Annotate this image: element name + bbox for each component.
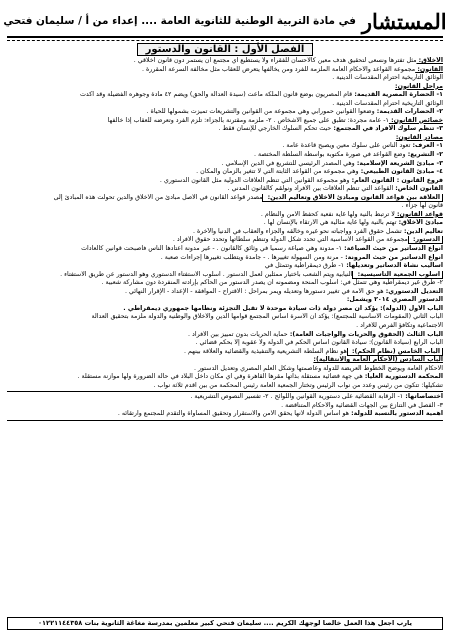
line-19: قواعد القانون: لا ترتبط بالنية ولها غاية نفعية كحفظ الأمن والنظام . [260, 210, 443, 218]
line-30: الباب الأول (الدولة): يؤكد أن مصر دولة ذات سيادة موحدة لا تقبل التجزئة ونظامها جمهوري ديمقراطي . [123, 304, 443, 312]
line-17: العلاقة بين قواعد القانون ومبادئ الأخلاق وتعاليم الدين: مصدر قواعد القانون في الأصل مبادئ من الأخلاق والدين تحولت هذه المبادئ إلى [7, 194, 443, 203]
line-31: الباب الثاني (المقومات الأساسية للمجتمع): يؤكد أن الأسرة أساس المجتمع قوامها الدين والأخلاق والوطنية والدولة ملزمة بتحقيق العدالة [91, 313, 443, 321]
document-header [3, 6, 447, 38]
header-subtitle: في مادة التربية الوطنية للثانوية العامة .... إعداء من أ / سليمان فتحي [3, 15, 356, 27]
line-39: تشكيلها: تتكون من رئيس وعدد من نواب الرئيس وتختار الجمعية العامة رئيس المحكمة من بين أقدم ثلاثة نواب . [153, 381, 443, 389]
line-36: الباب السادس (الأحكام العامة والانتقالية): [313, 356, 443, 364]
line-13: ٣- مبادئ الشريعة الإسلامية: وهي المصدر الرئيسي للتشريع في الدين الإسلامي . [221, 159, 443, 167]
line-38: المحكمة الدستورية العليا: هي جهة قضائية مستقلة بذاتها مقرها القاهرة وفي أي مكان داخل البلاد في حالة الضرورة ولها موازنة مستقلة . [77, 373, 443, 381]
line-1: الأخلاق: مثل تفترها ونسعى لتحقيق هدف معين كالاحسان للفقراء ولا يستطيع أي مجتمع ان يستمر دون قانون أخلاقي . [133, 57, 443, 64]
line-21: تعاليم الدين: تشمل حقوق الفرد وواجباته نحو غيره وخالقه والجزاء والعقاب في الدنيا والآخرة . [192, 227, 443, 235]
line-35: الباب الخامس (نظام الحكم): هو نظام السلطة التشريعية والتنفيذية والقضائية والعلاقة بينهم . [7, 348, 443, 357]
line-26: أسلوب الجمعية التأسيسية: النيابية ويتم الشعب باختيار ممثلين لعمل الدستور . أسلوب الاستفتاء الدستوري وهو الدستور عن طريق الاستفتاء . [7, 271, 443, 280]
line-6: الوثائق التاريخية احترام المقدسات الدينية . [332, 99, 443, 107]
section-divider-2 [7, 420, 443, 421]
line-34: الباب الرابع (سيادة القانون): سيادة القانون أساس الحكم في الدولة ولا عقوبة إلا بحكم قضائي . [195, 339, 443, 347]
line-3: الوثائق التاريخية احترام المقدسات الدينية . [332, 74, 443, 82]
header-title: المستشار [361, 8, 447, 34]
line-11: ١- العرف: تعود الناس على سلوك معين ويصبح قاعدة عامة . [282, 142, 443, 150]
line-4: مراحل القانون: [395, 82, 443, 90]
document-body [7, 57, 443, 422]
line-41: ٣- الفصل في التنازع بين الجهات القضائية والأحكام المتناقضة . [281, 401, 443, 409]
line-24: أنواع الدساتير من حيث المرونة: - مرنة ومن السهولة تغييرها . - جامدة ويتطلب تغييرها إجراءات صعبة . [160, 253, 443, 261]
line-29: الدستور المصري ٢٠١٤ ويشمل: [346, 296, 443, 304]
line-7: ٢- الحضارات القديمة: وضعوا القوانين حمورابي وهي مجموعة من القوانين والتشريعات تميزت بشمولها للحياة . [146, 108, 443, 116]
section-divider [7, 391, 443, 392]
line-32: الاجتماعية وتكافؤ الفرص للأفراد . [356, 321, 443, 329]
line-2: القانون: مجموعة القواعد والأحكام العامة الملزمة للفرد ومن يخالفها يتعرض للعقاب مثل مخالفة السرعة المقررة . [141, 65, 443, 73]
unit-title: الفصل الأول : القانون والدستور [7, 44, 443, 55]
line-8: خصائص القانون: ١- عامة مجردة: تطبق على جميع الأشخاص . ٢- ملزمة ومقترنة بالجزاء: تلزم الفرد وتعرضه للعقاب إذا خالفها [107, 116, 443, 124]
line-10: مصادر القانون: [395, 133, 443, 141]
line-20: مبادئ الأخلاق: تهتم بالنية ولها غاية مثالية هي الارتقاء بالإنسان لها . [263, 219, 443, 227]
line-16: القانون الخاص: القواعد التي تنظم العلاقات بين الأفراد ونولقم كالقانون المدني . [227, 185, 443, 193]
line-33: الباب الثالث (الحقوق والحريات والواجبات العامة): حماية الحريات بدون تمييز بين الأفراد . [188, 330, 443, 338]
line-15: فروع القانون : القانون العام: وهو مجموعة القوانين التي تنظم العلاقات الدولية مثل القانون الدستوري . [159, 176, 443, 184]
footer-note: يارب اجعل هذا العمل خالصا لوجهك الكريم .... سليمان فتحي كبير معلمين بمدرسة مغاغة الثانوية بنات ٠١٢٢١١٤٤٣٥٨ [7, 617, 443, 630]
line-37: الأحكام العامة ويوضح الخطوط العريضة للدولة وعاصمتها وشكل العلم المصري وتعديل الدستور . [193, 364, 443, 372]
line-23: أنواع الدساتير من حيث الصياغة: ١- مدونة وهي صياغة رسمياً في وثائق كالقانون . - غير مدونة اعتادها الناس فأصبحت قوانين كالعادات [81, 245, 443, 253]
line-18: قانون لها جزاء . [401, 202, 443, 210]
line-27: ٢- طرق غير ديمقراطية وهي تتمثل في: أسلوب المنحة ومضمونه أن يصدر الدستور من الحاكم بإرادته المنفردة دون مشاركة شعبية . [101, 279, 443, 287]
line-12: ٢- التشريع: وضع القواعد في صورة مكتوبة بواسطة السلطة المختصة . [253, 151, 443, 159]
line-25: أساليب نشأة الدساتير وتعديلها: ١- طرق ديمقراطية وتتمثل في [264, 262, 443, 270]
header-divider [7, 40, 443, 41]
line-5: ١- الحضارة المصرية القديمة: قام المصريون بوضع قانون الملكة ماعت (سيدة العدالة والحق) ويضم ٤٢ مادة وجوهره الفضيلة وقد أكدت [79, 91, 443, 99]
line-9: ٣- تنظم سلوك الأفراد في المجتمع: حيث تحكم السلوك الخارجي للإنسان فقط . [218, 125, 443, 133]
line-40: اختصاصاتها: ١- الرقابة القضائية على دستورية القوانين واللوائح . ٢- تفسير النصوص التشريعية . [190, 393, 443, 401]
line-22: الدستور: مجموعة من القواعد الأساسية التي تحدد شكل الدولة وتنظم سلطاتها وتحدد حقوق الأفراد . [7, 236, 443, 245]
line-42: أهمية الدستور بالنسبة للدولة: هو أساس الدولة لأنها يحقق الأمن والاستقرار وتحقيق المساواة والتقدم للمجتمع وارتقائه . [117, 410, 443, 418]
line-14: ٤- مبادئ القانون الطبيعي: وهي مجموعة من القواعد الثابتة التي لا تتغير بالزمان والمكان . [196, 168, 443, 176]
line-28: التعديل الدستوري: هو حق الأمة في تغيير دستورها وتعديله ويمر بمراحل : الاقتراح - الموافقة - الإعداد - الإقرار النهائي . [125, 287, 443, 295]
